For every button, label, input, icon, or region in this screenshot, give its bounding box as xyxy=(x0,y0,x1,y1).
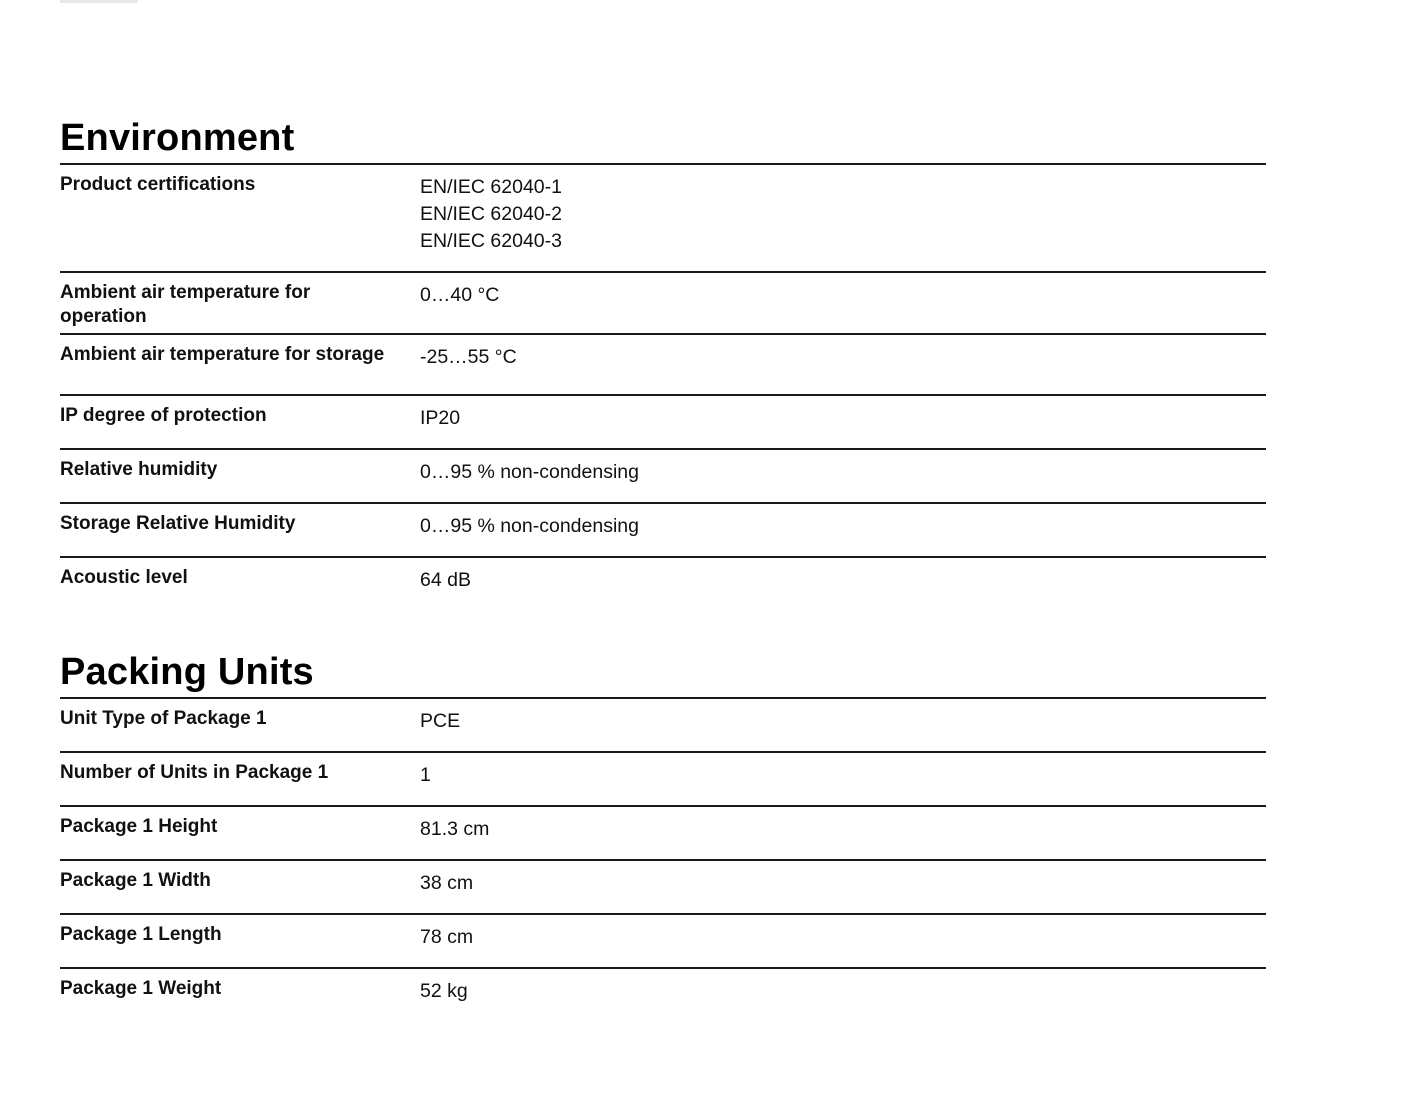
spec-value-line: EN/IEC 62040-2 xyxy=(420,203,562,225)
spec-row xyxy=(60,396,1266,450)
spec-value: PCE xyxy=(420,710,461,732)
spec-label: Ambient air temperature for storage xyxy=(60,344,385,365)
spec-label: IP degree of protection xyxy=(60,405,267,426)
page-top-mark xyxy=(60,0,138,3)
packing-units-section xyxy=(60,650,1266,1021)
spec-value: 64 dB xyxy=(420,569,471,591)
spec-row xyxy=(60,335,1266,396)
spec-row xyxy=(60,807,1266,861)
spec-row xyxy=(60,558,1266,610)
spec-value: 0…40 °C xyxy=(420,284,500,306)
spec-row xyxy=(60,699,1266,753)
spec-label: Ambient air temperature for operation xyxy=(60,282,311,327)
spec-value xyxy=(420,165,1266,271)
spec-label: Package 1 Width xyxy=(60,870,211,891)
spec-value: 52 kg xyxy=(420,980,468,1002)
spec-value: 78 cm xyxy=(420,926,474,948)
spec-label: Package 1 Height xyxy=(60,816,218,837)
spec-label: Unit Type of Package 1 xyxy=(60,708,267,729)
section-title: Environment xyxy=(60,117,295,159)
spec-label: Product certifications xyxy=(60,174,256,195)
spec-label: Storage Relative Humidity xyxy=(60,513,296,534)
spec-label: Package 1 Length xyxy=(60,924,222,945)
spec-value: IP20 xyxy=(420,407,461,429)
spec-row xyxy=(60,861,1266,915)
spec-label: Number of Units in Package 1 xyxy=(60,762,329,783)
spec-table xyxy=(60,163,1266,610)
spec-row xyxy=(60,969,1266,1021)
spec-value: 0…95 % non-condensing xyxy=(420,461,639,483)
spec-row xyxy=(60,753,1266,807)
spec-value: 0…95 % non-condensing xyxy=(420,515,639,537)
spec-row xyxy=(60,915,1266,969)
spec-value: 81.3 cm xyxy=(420,818,490,840)
environment-section xyxy=(60,116,1266,610)
spec-value: -25…55 °C xyxy=(420,346,517,368)
spec-row xyxy=(60,504,1266,558)
spec-value: 38 cm xyxy=(420,872,474,894)
spec-row xyxy=(60,273,1266,335)
spec-table xyxy=(60,697,1266,1021)
section-title: Packing Units xyxy=(60,651,314,693)
spec-value-line: EN/IEC 62040-1 xyxy=(420,176,562,198)
spec-value: 1 xyxy=(420,764,431,786)
spec-label: Relative humidity xyxy=(60,459,218,480)
spec-label: Acoustic level xyxy=(60,567,188,588)
spec-value-line: EN/IEC 62040-3 xyxy=(420,230,562,252)
spec-row xyxy=(60,450,1266,504)
spec-row xyxy=(60,165,1266,273)
spec-label: Package 1 Weight xyxy=(60,978,222,999)
